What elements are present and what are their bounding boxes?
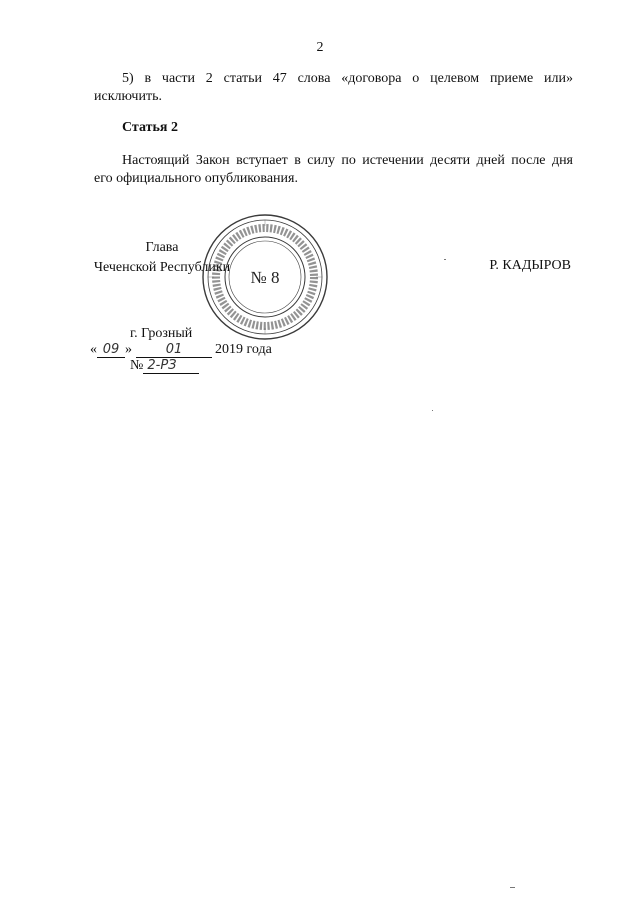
article-text-line-1: Настоящий Закон вступает в силу по истечении десяти дней после дня [122, 153, 573, 168]
law-number-field [143, 358, 199, 374]
date-day-field [97, 342, 125, 358]
item-5-line-1: 5) в части 2 статьи 47 слова «договора о целевом приеме или» [122, 71, 573, 86]
scan-speck [444, 259, 446, 260]
signatory-title-line-2: Чеченской Республики [93, 260, 231, 275]
date-day-value: 09 [102, 342, 120, 357]
scan-speck [510, 887, 515, 888]
scan-speck [432, 410, 433, 411]
city-name: г. Грозный [130, 326, 193, 341]
date-month-value: 01 [165, 342, 183, 357]
date-close-quote: » [125, 342, 132, 357]
law-number [130, 358, 199, 374]
seal-number: № 8 [250, 268, 280, 287]
signatory-name: Р. КАДЫРОВ [489, 258, 571, 273]
page-number: 2 [316, 40, 324, 55]
article-heading: Статья 2 [122, 120, 178, 135]
law-number-prefix: № [130, 358, 144, 373]
article-text-paragraph [94, 152, 573, 188]
date-month-field [136, 342, 212, 358]
date-open-quote: « [90, 342, 97, 357]
item-5-line-2: исключить. [94, 89, 162, 104]
signing-date [90, 342, 272, 358]
round-seal-icon [200, 212, 330, 342]
article-text-line-2: его официального опубликования. [94, 171, 298, 186]
date-year: 2019 года [215, 342, 272, 357]
signatory-title-line-1: Глава [145, 240, 179, 255]
item-5-paragraph [94, 70, 573, 106]
law-number-value: 2-РЗ [147, 358, 177, 373]
